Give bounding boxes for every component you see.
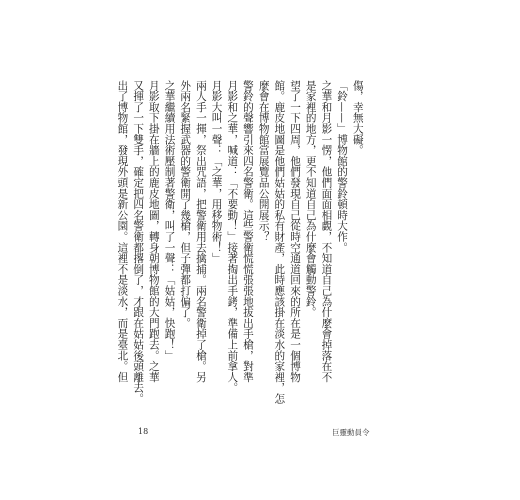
text-column: 傷，幸無大礙。 [351,80,364,156]
text-column: 麼會在博物館當展覽品公開展示？ [257,80,270,242]
text-column: 警鈴的聲響引來四名警衛。這些警衛慌慌張張地拔出手槍，對準 [241,80,254,383]
text-column: 之華繼續用法術壓制著警衛，叫了一聲：「姑姑，快跑！」 [163,80,176,361]
text-column: 月影和之華，喊道：「不要動！」接著掏出手銬，準備上前拿人。 [226,80,239,394]
text-column: 之華和月影一愣，他們面面相覷，不知道自己為什麼會掉落在不 [320,80,333,383]
text-column: 又揮了一下雙手，確定把四名警衛都撂倒了，才跟在姑姑後頭離去。 [132,80,145,404]
text-column: 兩人手一揮，祭出咒語，把警衛用去擒捕。兩名警衛掉了槍。另 [194,80,207,383]
text-column: 月影取下掛在牆上的鹿皮地圖，轉身朝博物館的大門跑去。之華 [147,80,160,383]
text-column: 望了一下四周，他們發現自己從時空通道回來的所在是一個博物 [289,80,302,383]
text-column: 出了博物館，發現外頭是新公園。這裡不是淡水，而是臺北。但 [116,80,129,383]
page-number: 18 [138,427,149,436]
text-column: 外兩名緊握武器的警衛開了幾槍，但子彈都打偏了。 [179,80,192,329]
running-footer-title: 巨靈動員令 [332,428,370,437]
vertical-text-block [114,80,365,404]
text-column: 是家裡的地方，更不知道自己為什麼會觸動警鈴。 [304,80,317,318]
text-column: 館。鹿皮地圖是他們姑姑的私有財產，此時應該掛在淡水的家裡，怎 [273,80,286,404]
text-column: 月影大叫一聲：「之華，用移物術！」 [210,80,223,264]
text-column: 「鈴——」博物館的警鈴頓時大作。 [336,80,349,253]
